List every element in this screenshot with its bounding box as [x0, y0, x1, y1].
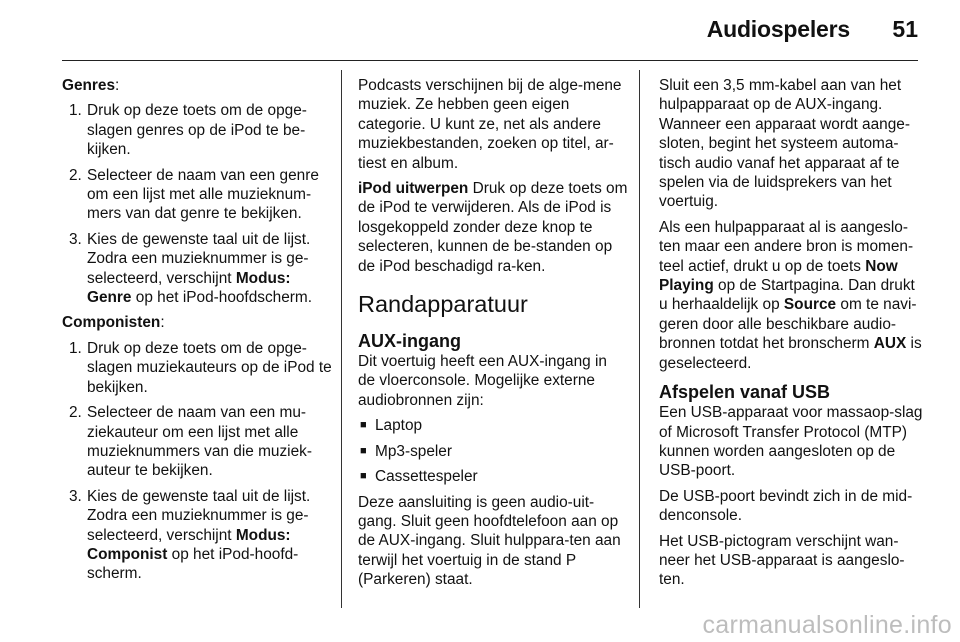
step-text: Druk op deze toets om de opge-slagen genres op de iPod te be-kijken.	[87, 102, 307, 159]
column-2	[358, 76, 628, 596]
list-item-text: Laptop	[375, 417, 423, 435]
list-item	[62, 166, 332, 224]
bullet-icon: ■	[360, 444, 367, 457]
column-1	[62, 76, 332, 590]
text-run: Als een hulpapparaat al is aangeslo-ten maar een andere bron is momen-teel actief, drukt u op de toets	[659, 218, 914, 275]
componisten-label-line	[62, 313, 332, 332]
list-item	[62, 487, 332, 584]
header-divider	[62, 60, 918, 61]
list-item-text: Mp3-speler	[375, 442, 452, 460]
componisten-colon: :	[160, 314, 165, 332]
eject-label: iPod uitwerpen	[358, 180, 469, 198]
bullet-icon: ■	[360, 419, 367, 432]
text-run: op de Startpagina. Dan drukt u herhaaldelijk op	[659, 277, 915, 314]
step-number: 2.	[69, 166, 82, 184]
eject-text: Druk op deze toets om de iPod te verwijderen. Als de iPod is losgekoppeld zonder deze knop te selecteren, kunnen de be-standen op de iPod beschadigd ra-ken.	[358, 180, 628, 275]
list-item	[62, 230, 332, 308]
aux-source-list	[358, 416, 628, 486]
bullet-icon: ■	[360, 470, 367, 483]
genres-label: Genres	[62, 77, 116, 94]
watermark: carmanualsonline.info	[702, 611, 952, 639]
genres-steps	[62, 101, 332, 307]
usb-paragraph-1: Een USB-apparaat voor massaop-slag of Microsoft Transfer Protocol (MTP) kunnen worden aangesloten op de USB-poort.	[659, 404, 923, 480]
page-title: Audiospelers	[706, 16, 850, 42]
step-number: 1.	[69, 102, 82, 120]
componisten-steps	[62, 339, 332, 584]
genres-label-line	[62, 76, 332, 95]
usb-heading: Afspelen vanaf USB	[659, 382, 831, 403]
usb-paragraph-3: Het USB-pictogram verschijnt wan-neer het USB-apparaat is aangeslo-ten.	[659, 532, 905, 589]
usb-paragraph-2: De USB-poort bevindt zich in de mid-denconsole.	[659, 487, 913, 525]
componisten-label: Componisten	[62, 314, 161, 332]
column-divider-1	[341, 70, 342, 608]
aux-note: Deze aansluiting is geen audio-uit-gang. Sluit geen hoofdtelefoon aan op de AUX-ingang. Sluit hulppara-ten aan terwijl het voertuig in de stand P (Parkeren) staat.	[358, 493, 621, 589]
list-item	[358, 467, 628, 486]
step-text-tail: op het iPod-hoofdscherm.	[131, 289, 313, 307]
mode-genre-label: Modus: Genre	[87, 269, 291, 307]
column-divider-2	[639, 70, 640, 608]
aux-already-paragraph	[659, 218, 923, 373]
aux-heading: AUX-ingang	[358, 331, 461, 352]
step-number: 3.	[69, 487, 82, 505]
list-item	[358, 442, 628, 461]
step-text: Kies de gewenste taal uit de lijst. Zodra een muzieknummer is ge-selecteerd, verschijnt	[87, 230, 311, 287]
aux-intro: Dit voertuig heeft een AUX-ingang in de vloerconsole. Mogelijke externe audiobronnen zijn:	[358, 353, 607, 409]
aux-label: AUX	[873, 335, 907, 353]
step-text: Druk op deze toets om de opge-slagen muziekauteurs op de iPod te bekijken.	[87, 339, 332, 396]
genres-colon: :	[115, 77, 120, 94]
page-header	[0, 0, 960, 60]
list-item	[62, 403, 332, 481]
list-item	[358, 416, 628, 435]
list-item-text: Cassettespeler	[375, 468, 478, 486]
list-item	[62, 101, 332, 159]
mode-componist-label: Modus: Componist	[87, 526, 291, 563]
column-3	[659, 76, 923, 596]
step-number: 2.	[69, 404, 82, 422]
step-text: Kies de gewenste taal uit de lijst. Zodra een muzieknummer is ge-selecteerd, verschijnt	[87, 487, 311, 544]
section-heading: Randapparatuur	[358, 291, 528, 318]
step-text-tail: op het iPod-hoofd-scherm.	[87, 545, 299, 583]
text-run: is geselecteerd.	[659, 335, 922, 372]
page-number: 51	[892, 16, 918, 42]
podcasts-paragraph: Podcasts verschijnen bij de alge-mene muziek. Ze hebben geen eigen categorie. U kunt ze, net als andere muziekbestanden, zoeken op titel, ar-tiest en album.	[358, 77, 622, 172]
step-number: 3.	[69, 230, 82, 248]
list-item	[62, 339, 332, 397]
now-playing-label: Now Playing	[659, 257, 898, 295]
eject-paragraph	[358, 179, 628, 276]
step-text: Selecteer de naam van een genre om een lijst met alle muzieknum-mers van dat genre te bekijken.	[87, 166, 319, 223]
source-label: Source	[783, 296, 837, 314]
text-run: om te navi-geren door alle beschikbare audio-bronnen totdat het bronscherm	[659, 296, 917, 353]
step-text: Selecteer de naam van een mu-ziekauteur om een lijst met alle muzieknummers van die muziek-auteur te bekijken.	[87, 404, 312, 480]
aux-connect-paragraph: Sluit een 3,5 mm-kabel aan van het hulpapparaat op de AUX-ingang. Wanneer een apparaat wordt aange-sloten, begint het systeem automa-tisch audio vanaf het apparaat af te spelen via de luidsprekers van het voertuig.	[659, 77, 910, 211]
step-number: 1.	[69, 339, 82, 357]
